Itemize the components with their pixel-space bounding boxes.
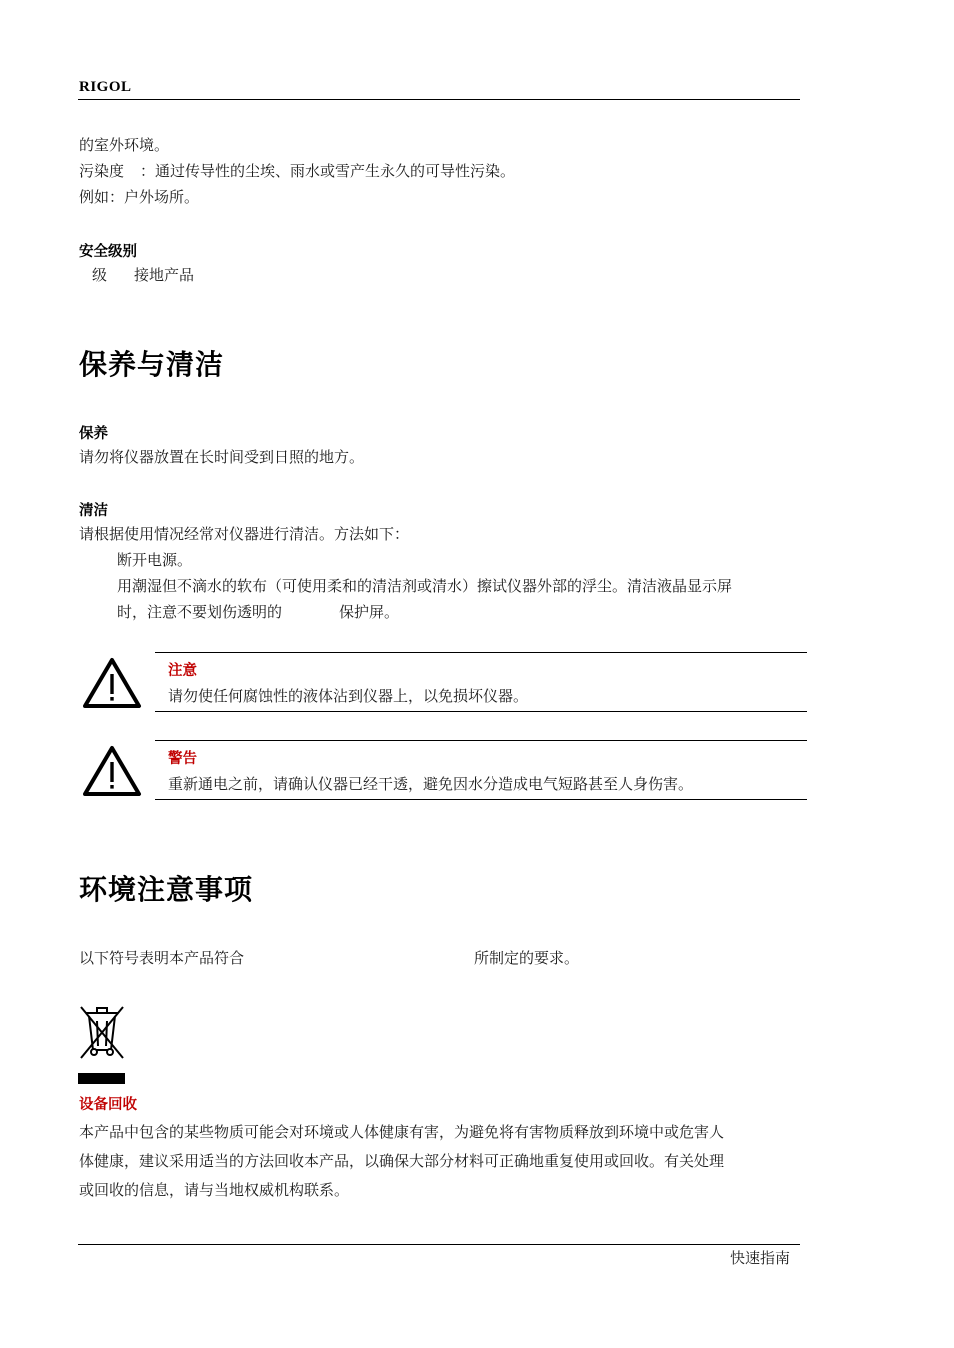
caution-text: 请勿使任何腐蚀性的液体沾到仪器上，以免损坏仪器。 — [168, 687, 529, 705]
pollution-text: ：通过传导性的尘埃、雨水或雪产生永久的可导性污染。 — [140, 162, 516, 180]
maint-text: 请勿将仪器放置在长时间受到日照的地方。 — [79, 448, 365, 466]
env-line-1: 的室外环境。 — [79, 136, 170, 154]
safety-level: 级 — [92, 266, 108, 284]
clean-intro: 请根据使用情况经常对仪器进行清洁。方法如下： — [79, 525, 410, 543]
warning-title: 警告 — [168, 751, 197, 767]
footer-label: 快速指南 — [730, 1249, 791, 1267]
environment-intro-a: 以下符号表明本产品符合 — [79, 949, 245, 967]
recycle-title: 设备回收 — [79, 1097, 137, 1113]
warning-text: 重新通电之前，请确认仪器已经干透，避免因水分造成电气短路甚至人身伤害。 — [168, 775, 694, 793]
caution-top-rule — [155, 652, 807, 653]
clean-step-2-line-b2: 保护屏。 — [339, 603, 400, 621]
caution-triangle-icon — [82, 656, 142, 710]
maint-title: 保养 — [79, 426, 108, 442]
clean-step-2-line-a: 用潮湿但不滴水的软布（可使用柔和的清洁剂或清水）擦试仪器外部的浮尘。清洁液晶显示屏 — [117, 577, 733, 595]
header-rule — [78, 99, 800, 100]
crossed-bin-icon — [77, 1004, 127, 1060]
clean-step-2-line-b1: 时，注意不要划伤透明的 — [117, 603, 283, 621]
footer-rule — [78, 1244, 800, 1245]
warning-top-rule — [155, 740, 807, 741]
bin-underline-bar — [78, 1073, 125, 1084]
care-heading: 保养与清洁 — [79, 348, 225, 381]
recycle-line-1: 本产品中包含的某些物质可能会对环境或人体健康有害，为避免将有害物质释放到环境中或危害人 — [79, 1123, 725, 1141]
environment-intro-b: 所制定的要求。 — [474, 949, 580, 967]
pollution-label: 污染度 — [79, 162, 125, 180]
clean-title: 清洁 — [79, 503, 108, 519]
environment-heading: 环境注意事项 — [79, 873, 254, 906]
env-line-3: 例如：户外场所。 — [79, 188, 200, 206]
warning-bottom-rule — [155, 799, 807, 800]
safety-desc: 接地产品 — [134, 266, 195, 284]
warning-triangle-icon — [82, 744, 142, 798]
caution-title: 注意 — [168, 663, 197, 679]
brand-logo: RIGOL — [79, 79, 132, 95]
recycle-line-3: 或回收的信息，请与当地权威机构联系。 — [79, 1181, 350, 1199]
caution-bottom-rule — [155, 711, 807, 712]
safety-title: 安全级别 — [79, 244, 137, 260]
clean-step-1: 断开电源。 — [117, 551, 193, 569]
recycle-line-2: 体健康，建议采用适当的方法回收本产品，以确保大部分材料可正确地重复使用或回收。有关处理 — [79, 1152, 725, 1170]
